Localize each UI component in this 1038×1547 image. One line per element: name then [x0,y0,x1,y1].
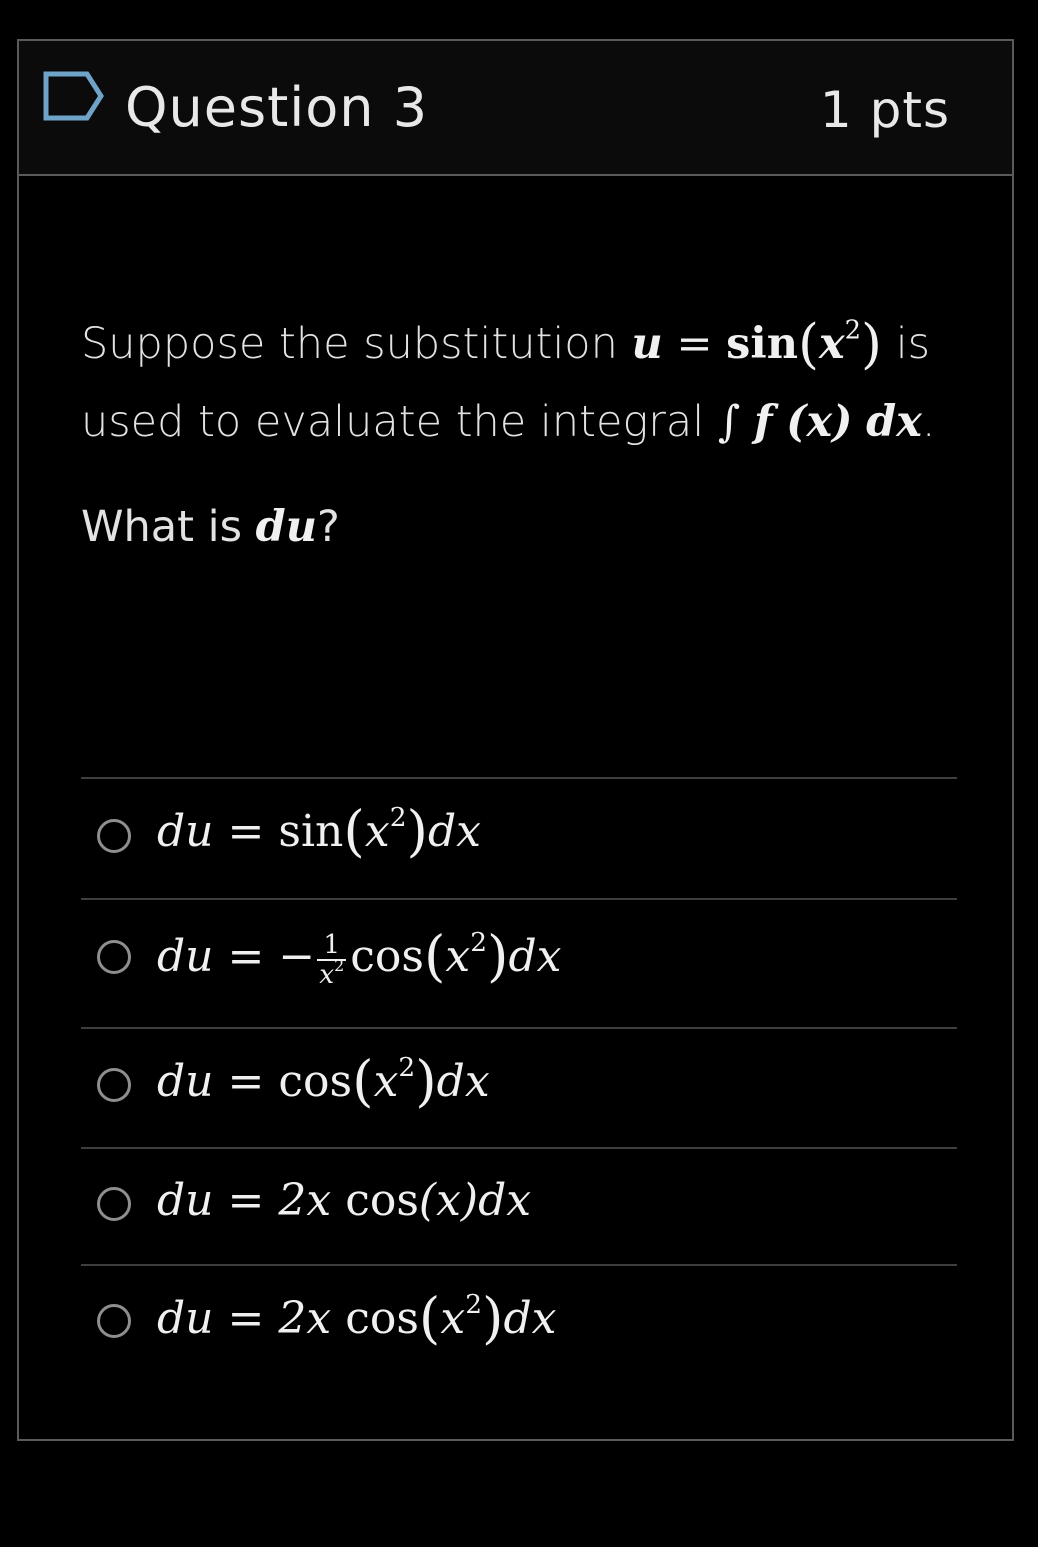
math-u: u [631,319,663,369]
math-paren-open: ( [797,312,819,375]
integral-period: . [921,397,936,447]
question-text [81,305,961,461]
math-paren-open: ( [343,799,365,863]
math-paren-close: ) [487,924,509,988]
integral-x: (x) [786,397,853,447]
question-card [17,39,1014,1441]
radio-button[interactable] [97,1068,131,1102]
fraction-numerator: 1 [317,931,346,961]
math-equals: = [227,931,265,982]
math-func: sin [278,806,344,857]
fraction-denominator-exp: 2 [334,955,345,975]
math-exponent: 2 [465,1289,483,1321]
math-equals: = [227,1175,265,1226]
math-arg: x [445,931,471,982]
math-tail: dx [503,1293,557,1344]
math-fraction [317,928,346,990]
math-paren-close: ) [482,1286,504,1350]
prompt-math-du: du [255,502,318,552]
radio-button[interactable] [97,819,131,853]
math-func: cos [350,931,424,982]
question-prompt [81,492,340,562]
math-paren-close: ) [861,312,883,375]
integral-symbol: ∫ [717,397,741,447]
answer-math [157,1171,531,1231]
answer-option-3[interactable] [81,1027,957,1147]
math-lhs: du [157,1293,214,1344]
answer-math [157,1288,556,1349]
math-arg: x [364,806,390,857]
question-points: 1 pts [819,81,950,139]
math-exponent: 2 [398,1052,416,1084]
math-arg: (x) [418,1175,479,1226]
answer-math [157,1051,490,1112]
math-lhs: du [157,1056,214,1107]
radio-button[interactable] [97,1187,131,1221]
radio-button[interactable] [97,1304,131,1338]
prompt-before: What is [81,502,242,552]
math-coefficient: 2x [278,1293,332,1344]
fraction-denominator [317,955,346,990]
question-text-part3: used to evaluate the integral [81,397,705,447]
math-sign: − [278,931,316,982]
question-text-part1: Suppose the substitution [81,319,618,369]
fraction-denominator-base: x [319,958,335,990]
math-exponent: 2 [844,315,862,346]
prompt-after: ? [317,502,340,552]
math-func: cos [278,1056,353,1107]
integral-expression [718,397,922,447]
math-tail: dx [478,1175,532,1226]
substitution-equation [631,312,896,375]
math-arg: x [440,1293,466,1344]
answer-option-5[interactable] [81,1264,957,1384]
math-lhs: du [157,806,214,857]
radio-button[interactable] [97,940,131,974]
math-tail: dx [427,806,481,857]
math-func: cos [345,1293,419,1344]
answer-option-4[interactable] [81,1147,957,1264]
math-equals: = [227,1293,265,1344]
math-func: cos [345,1175,419,1226]
math-paren-close: ) [406,799,428,863]
math-exponent: 2 [470,927,488,959]
math-x: x [818,319,845,369]
math-arg: x [373,1056,399,1107]
question-header [19,41,1012,176]
math-tail: dx [436,1056,490,1107]
math-exponent: 2 [389,802,407,834]
math-coefficient: 2x [278,1175,332,1226]
flag-outline-icon[interactable] [43,71,105,121]
answer-option-1[interactable] [81,777,957,898]
integral-dx: dx [866,397,922,447]
question-text-part2: is [895,319,931,369]
math-paren-close: ) [415,1049,437,1113]
math-equals: = [676,319,713,369]
math-equals: = [227,806,265,857]
math-paren-open: ( [418,1286,441,1350]
math-sin: sin [726,319,798,369]
math-tail: dx [508,931,562,982]
math-paren-open: ( [352,1049,374,1113]
math-equals: = [227,1056,265,1107]
question-title: Question 3 [125,76,429,139]
math-paren-open: ( [423,924,446,988]
answer-math [157,926,562,988]
answer-math [157,801,481,862]
answer-option-2[interactable] [81,898,957,1027]
math-lhs: du [157,931,214,982]
integral-f: f [753,397,773,447]
math-lhs: du [157,1175,214,1226]
